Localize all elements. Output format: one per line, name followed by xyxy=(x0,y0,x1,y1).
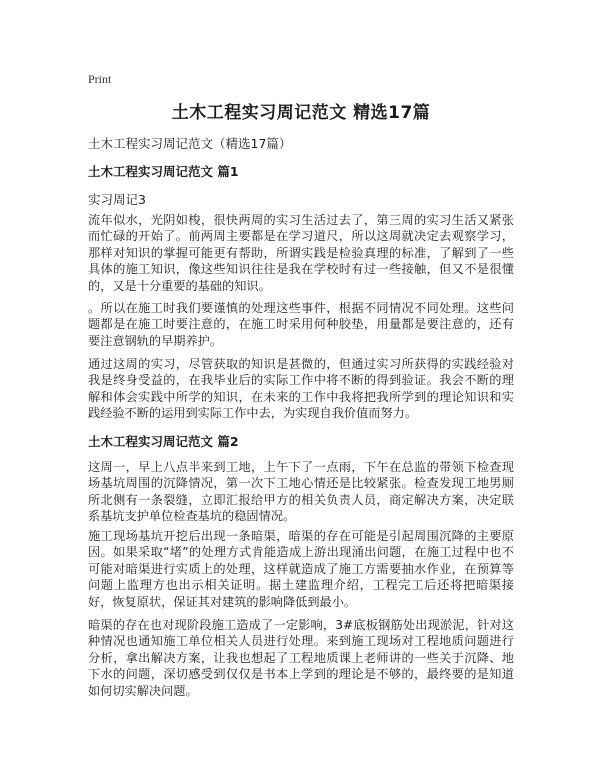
section-heading-2: 土木工程实习周记范文 篇2 xyxy=(88,434,239,449)
document-subtitle: 土木工程实习周记范文（精选17篇） xyxy=(88,136,292,151)
section-2-paragraph-1: 这周一，早上八点半来到工地，上午下了一点雨，下午在总监的带领下检查现场基坑周围的沉降情况，第一次下工地心情还是比较紧张。检查发现工地男厕所北侧有一条裂缝，立即汇报给甲方的相关负责人员，商定解决方案，决定联系基坑支护单位检查基坑的稳固情况。 xyxy=(88,460,514,524)
section-1-paragraph-2: 。所以在施工时我们要谨慎的处理这些事件，根据不同情况不同处理。这些问题都是在施工时要注意的，在施工时采用何种胶垫，用量都是要注意的，还有要注意钢轨的早期养护。 xyxy=(88,301,514,348)
section-1-paragraph-1: 流年似水，光阴如梭，很快两周的实习生活过去了，第三周的实习生活又紧张而忙碌的开始了。前两周主要都是在学习道尺，所以这周就决定去观察学习，那样对知识的掌握可能更有帮助，所谓实践是检验真理的标准，了解到了一些具体的施工知识，像这些知识往往是我在学校时有过一些接触，但又不是很懂的，又是十分重要的基础的知识。 xyxy=(88,213,514,293)
section-1-paragraph-3: 通过这周的实习，尽管获取的知识是甚微的，但通过实习所获得的实践经验对我是终身受益的，在我毕业后的实际工作中将不断的得到验证。我会不断的理解和体会实践中所学的知识，在未来的工作中我将把我所学到的理论知识和实践经验不断的运用到实际工作中去，为实现自我价值而努力。 xyxy=(88,357,514,421)
section-1-label: 实习周记3 xyxy=(88,192,146,207)
section-2-paragraph-3: 暗渠的存在也对现阶段施工造成了一定影响，3#底板钢筋处出现淤泥，针对这种情况也通知施工单位相关人员进行处理。来到施工现场对工程地质问题进行分析，拿出解决方案，让我也想起了工程地质课上老师讲的一些关于沉降、地下水的问题，深切感受到仅仅是书本上学到的理论是不够的，最终要的是知道如何切实解决问题。 xyxy=(88,618,514,698)
document-title: 土木工程实习周记范文 精选17篇 xyxy=(171,103,431,123)
section-heading-1: 土木工程实习周记范文 篇1 xyxy=(88,164,239,179)
section-2-paragraph-2: 施工现场基坑开挖后出现一条暗渠，暗渠的存在可能是引起周围沉降的主要原因。如果采取“堵”的处理方式肯能造成上游出现涌出问题，在施工过程中也不可能对暗渠进行实质上的处理，这样就造成了施工方需要抽水作业，在预算等问题上监理方也出示相关证明。据土建监理介绍，工程完工后还将把暗渠接好，恢复原状，保证其对建筑的影响降低到最小。 xyxy=(88,529,514,609)
print-label[interactable]: Print xyxy=(88,72,112,86)
